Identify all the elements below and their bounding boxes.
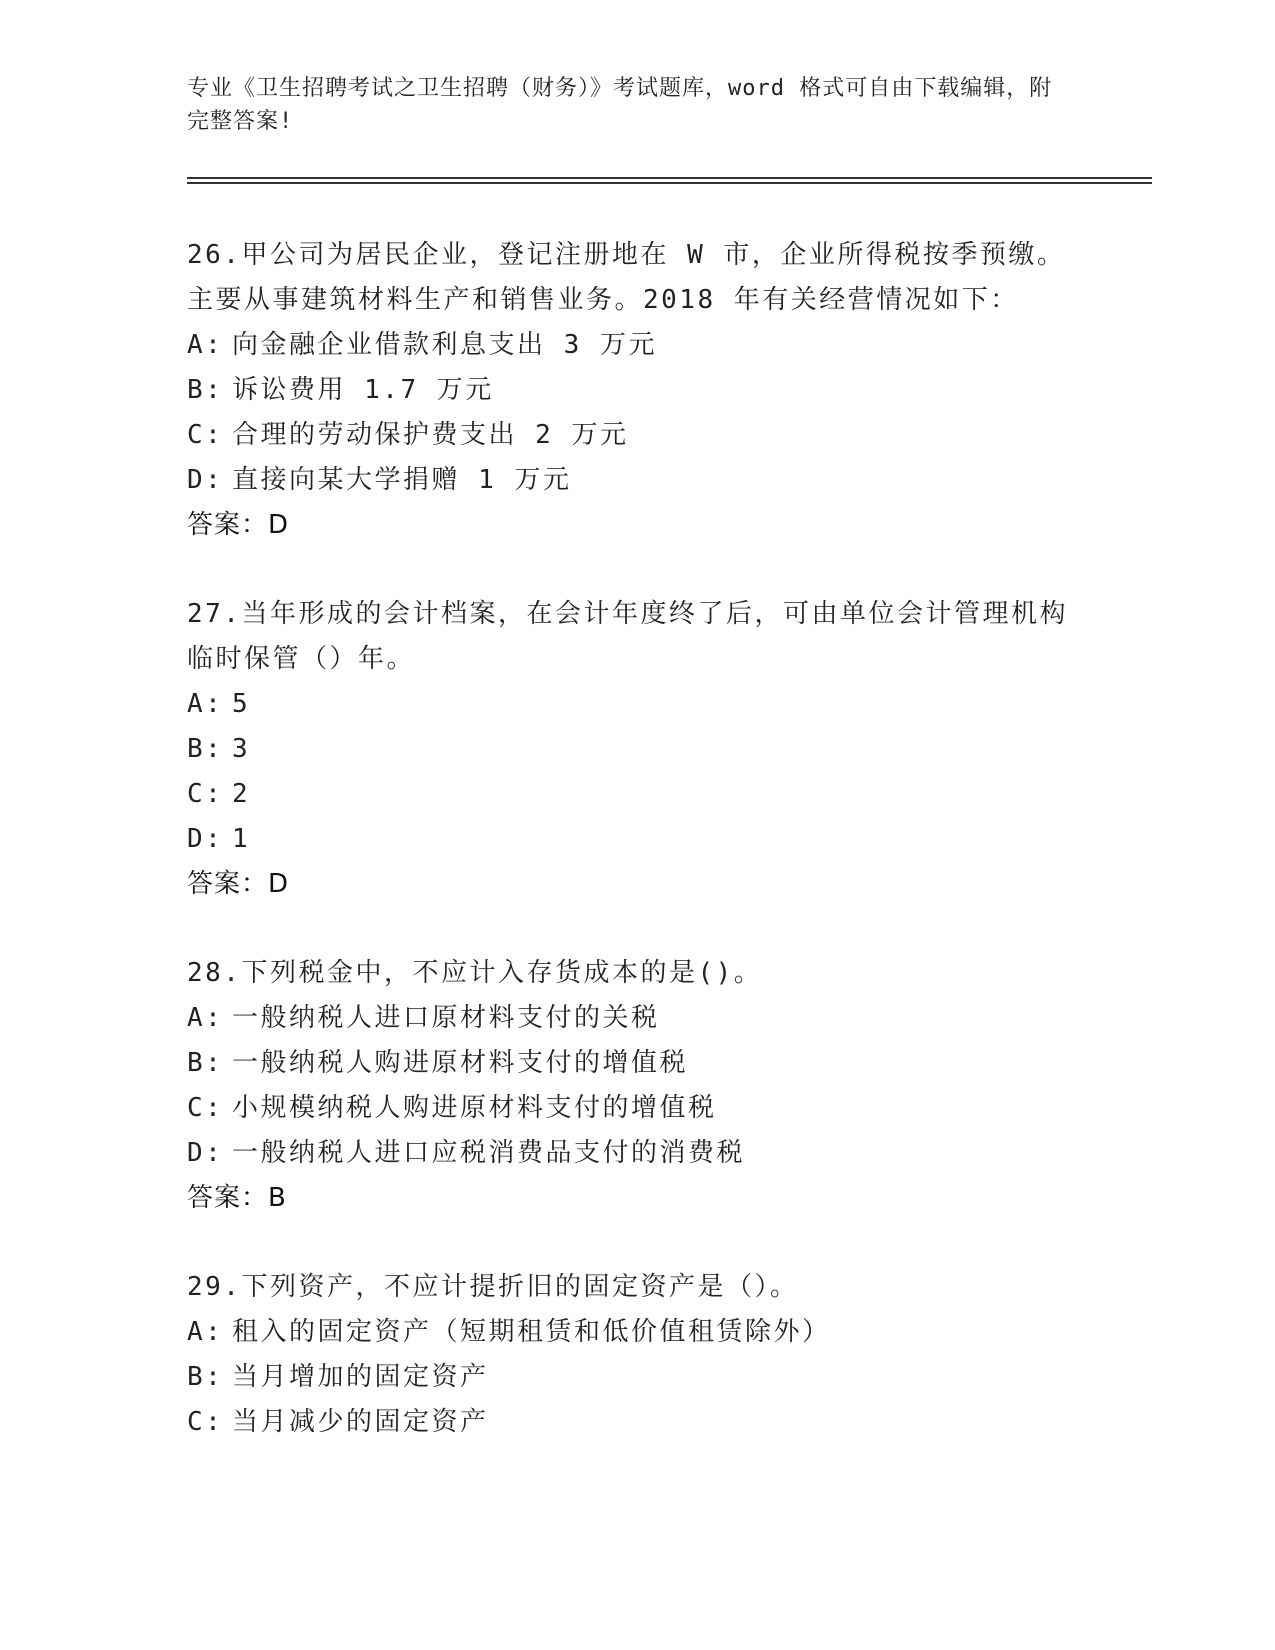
option-text: 租入的固定资产（短期租赁和低价值租赁除外） — [232, 1317, 831, 1347]
option-a — [187, 1310, 1087, 1355]
question-list — [187, 233, 1087, 1489]
option-c — [187, 772, 1087, 817]
option-text: 一般纳税人进口原材料支付的关税 — [232, 1003, 660, 1033]
option-letter: A: — [187, 1317, 224, 1347]
option-c — [187, 1086, 1087, 1131]
option-letter: A: — [187, 689, 224, 719]
option-a — [187, 323, 1087, 368]
option-a — [187, 996, 1087, 1041]
header-rule-top — [187, 177, 1152, 179]
option-text: 一般纳税人购进原材料支付的增值税 — [232, 1048, 689, 1078]
option-letter: B: — [187, 1048, 224, 1078]
option-letter: B: — [187, 375, 224, 405]
answer: 答案：D — [187, 869, 290, 899]
option-letter: A: — [187, 330, 224, 360]
question-stem: 27.当年形成的会计档案，在会计年度终了后，可由单位会计管理机构临时保管（）年。 — [187, 599, 1068, 674]
question-28 — [187, 951, 1087, 1221]
option-letter: C: — [187, 420, 224, 450]
option-b — [187, 368, 1087, 413]
question-29 — [187, 1265, 1087, 1445]
option-c — [187, 413, 1087, 458]
answer: 答案：B — [187, 1183, 287, 1213]
option-letter: D: — [187, 465, 224, 495]
option-text: 直接向某大学捐赠 1 万元 — [232, 465, 572, 495]
option-letter: C: — [187, 1407, 224, 1437]
question-stem: 29.下列资产，不应计提折旧的固定资产是（）。 — [187, 1272, 799, 1302]
question-27 — [187, 592, 1087, 907]
option-b — [187, 1041, 1087, 1086]
question-stem: 28.下列税金中，不应计入存货成本的是()。 — [187, 958, 763, 988]
option-text: 5 — [232, 689, 251, 719]
option-text: 诉讼费用 1.7 万元 — [232, 375, 494, 405]
option-text: 2 — [232, 779, 251, 809]
option-letter: D: — [187, 824, 224, 854]
option-text: 合理的劳动保护费支出 2 万元 — [232, 420, 629, 450]
option-d — [187, 1131, 1087, 1176]
answer: 答案：D — [187, 510, 290, 540]
option-letter: C: — [187, 1093, 224, 1123]
option-letter: B: — [187, 1362, 224, 1392]
option-letter: C: — [187, 779, 224, 809]
question-26 — [187, 233, 1087, 548]
option-text: 一般纳税人进口应税消费品支付的消费税 — [232, 1138, 746, 1168]
option-c — [187, 1400, 1087, 1445]
option-d — [187, 458, 1087, 503]
option-letter: A: — [187, 1003, 224, 1033]
option-d — [187, 817, 1087, 862]
option-b — [187, 727, 1087, 772]
option-letter: B: — [187, 734, 224, 764]
option-text: 1 — [232, 824, 251, 854]
option-text: 向金融企业借款利息支出 3 万元 — [232, 330, 657, 360]
option-text: 当月减少的固定资产 — [232, 1407, 489, 1437]
option-text: 当月增加的固定资产 — [232, 1362, 489, 1392]
question-stem: 26.甲公司为居民企业，登记注册地在 W 市，企业所得税按季预缴。主要从事建筑材料生产和销售业务。2018 年有关经营情况如下： — [187, 240, 1066, 315]
option-text: 3 — [232, 734, 251, 764]
option-letter: D: — [187, 1138, 224, 1168]
option-text: 小规模纳税人购进原材料支付的增值税 — [232, 1093, 717, 1123]
option-a — [187, 682, 1087, 727]
document-header: 专业《卫生招聘考试之卫生招聘（财务）》考试题库，word 格式可自由下载编辑，附完整答案! — [187, 76, 1053, 134]
header-rule-bottom — [187, 182, 1152, 184]
option-b — [187, 1355, 1087, 1400]
